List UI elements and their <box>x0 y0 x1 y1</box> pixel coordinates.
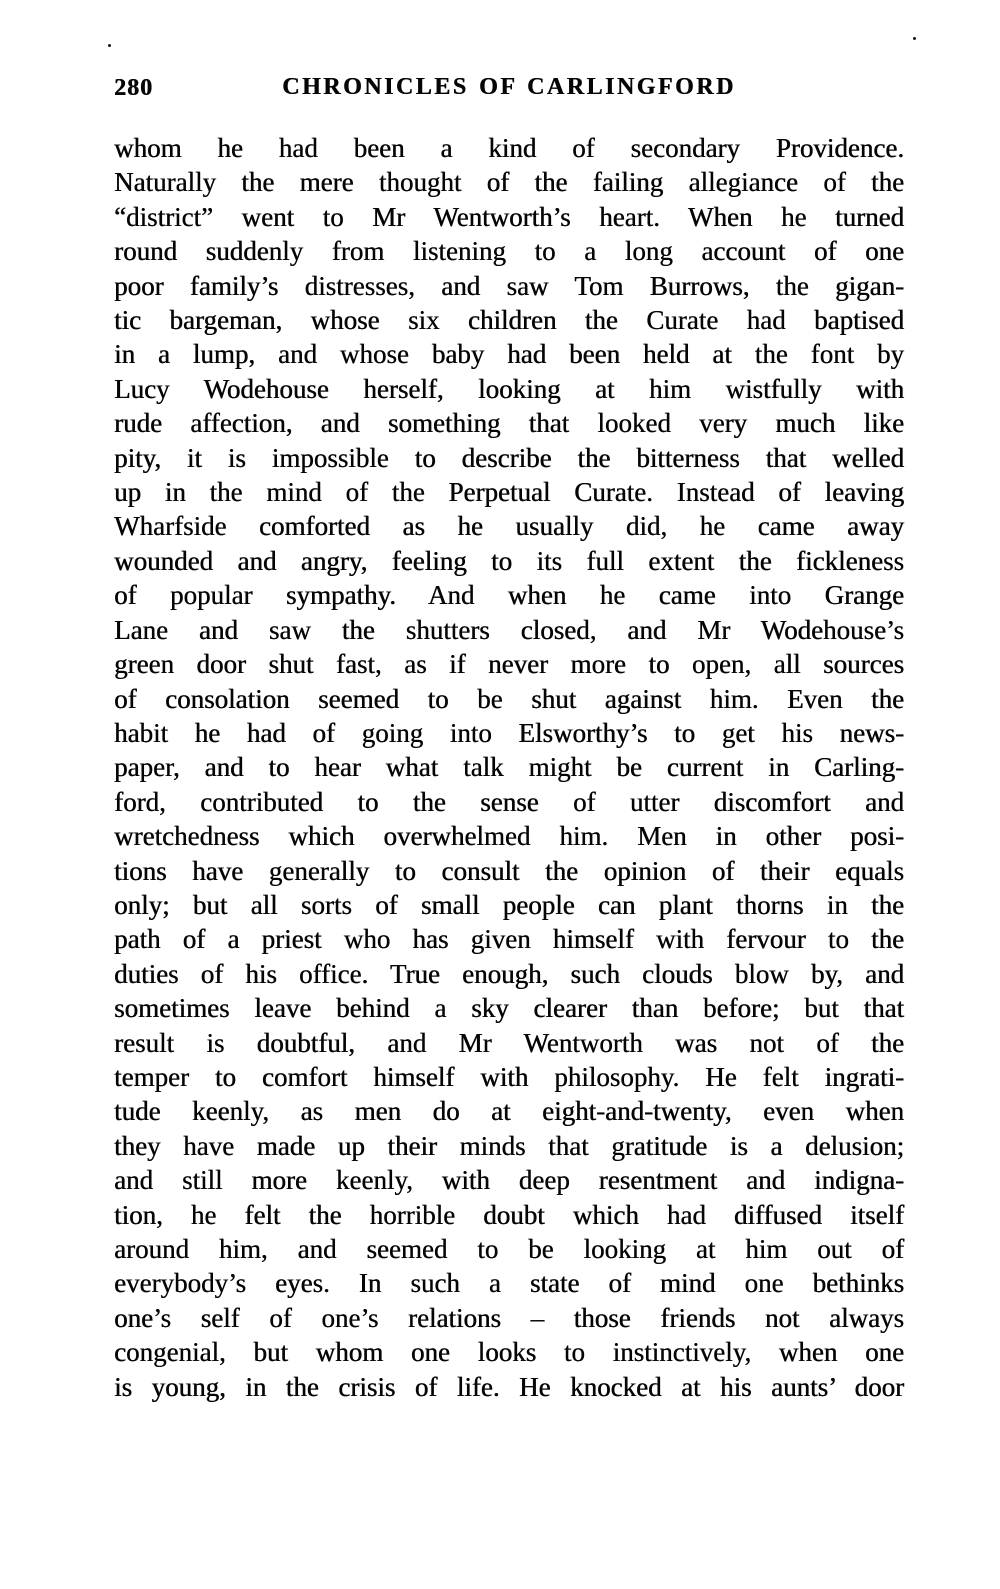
text-line: round suddenly from listening to a long account of one <box>114 236 904 267</box>
text-line: sometimes leave behind a sky clearer than before; but that <box>114 993 904 1024</box>
text-line: duties of his office. True enough, such clouds blow by, and <box>114 958 904 989</box>
text-line: of consolation seemed to be shut against him. Even the <box>114 683 904 714</box>
text-line: up in the mind of the Perpetual Curate. Instead of leaving <box>114 477 904 508</box>
text-line: Naturally the mere thought of the failing allegiance of the <box>114 167 904 198</box>
text-line: and still more keenly, with deep resentment and indigna- <box>114 1165 904 1196</box>
text-line: Lucy Wodehouse herself, looking at him wistfully with <box>114 373 904 404</box>
running-title: CHRONICLES OF CARLINGFORD <box>282 74 736 100</box>
page-number: 280 <box>114 75 153 101</box>
text-line: rude affection, and something that looked very much like <box>114 408 904 439</box>
text-line: ford, contributed to the sense of utter discomfort and <box>114 786 904 817</box>
text-line: tic bargeman, whose six children the Curate had baptised <box>114 305 904 336</box>
text-line: Lane and saw the shutters closed, and Mr Wodehouse’s <box>114 614 904 645</box>
text-line: they have made up their minds that gratitude is a delusion; <box>114 1130 904 1161</box>
text-line: of popular sympathy. And when he came into Grange <box>114 580 904 611</box>
text-line: Wharfside comforted as he usually did, he came away <box>114 511 904 542</box>
page-header <box>114 74 904 104</box>
text-line: wounded and angry, feeling to its full extent the fickleness <box>114 545 904 576</box>
scan-artifact-dot <box>913 37 916 40</box>
text-line: path of a priest who has given himself with fervour to the <box>114 924 904 955</box>
text-line: tion, he felt the horrible doubt which had diffused itself <box>114 1199 904 1230</box>
text-line: is young, in the crisis of life. He knocked at his aunts’ door <box>114 1371 904 1402</box>
text-line: one’s self of one’s relations – those friends not always <box>114 1302 904 1333</box>
scan-artifact-dot <box>108 44 111 47</box>
text-line: pity, it is impossible to describe the bitterness that welled <box>114 442 904 473</box>
text-line: around him, and seemed to be looking at him out of <box>114 1234 904 1264</box>
text-line: congenial, but whom one looks to instinctively, when one <box>114 1337 904 1368</box>
text-line: “district” went to Mr Wentworth’s heart. When he turned <box>114 201 904 232</box>
text-line: wretchedness which overwhelmed him. Men in other posi- <box>114 821 904 852</box>
text-line: whom he had been a kind of secondary Providence. <box>114 133 904 163</box>
text-line: tions have generally to consult the opinion of their equals <box>114 855 904 886</box>
text-line: habit he had of going into Elsworthy’s to get his news- <box>114 717 904 748</box>
text-line: poor family’s distresses, and saw Tom Burrows, the gigan- <box>114 270 904 301</box>
text-line: green door shut fast, as if never more to open, all sources <box>114 649 904 680</box>
text-line: result is doubtful, and Mr Wentworth was not of the <box>114 1027 904 1058</box>
text-line: temper to comfort himself with philosophy. He felt ingrati- <box>114 1061 904 1092</box>
text-line: paper, and to hear what talk might be current in Carling- <box>114 752 904 783</box>
text-line: only; but all sorts of small people can plant thorns in the <box>114 889 904 920</box>
body-text <box>114 131 904 1404</box>
text-line: everybody’s eyes. In such a state of mind one bethinks <box>114 1268 904 1299</box>
text-line: in a lump, and whose baby had been held at the font by <box>114 339 904 370</box>
text-line: tude keenly, as men do at eight-and-twenty, even when <box>114 1096 904 1127</box>
